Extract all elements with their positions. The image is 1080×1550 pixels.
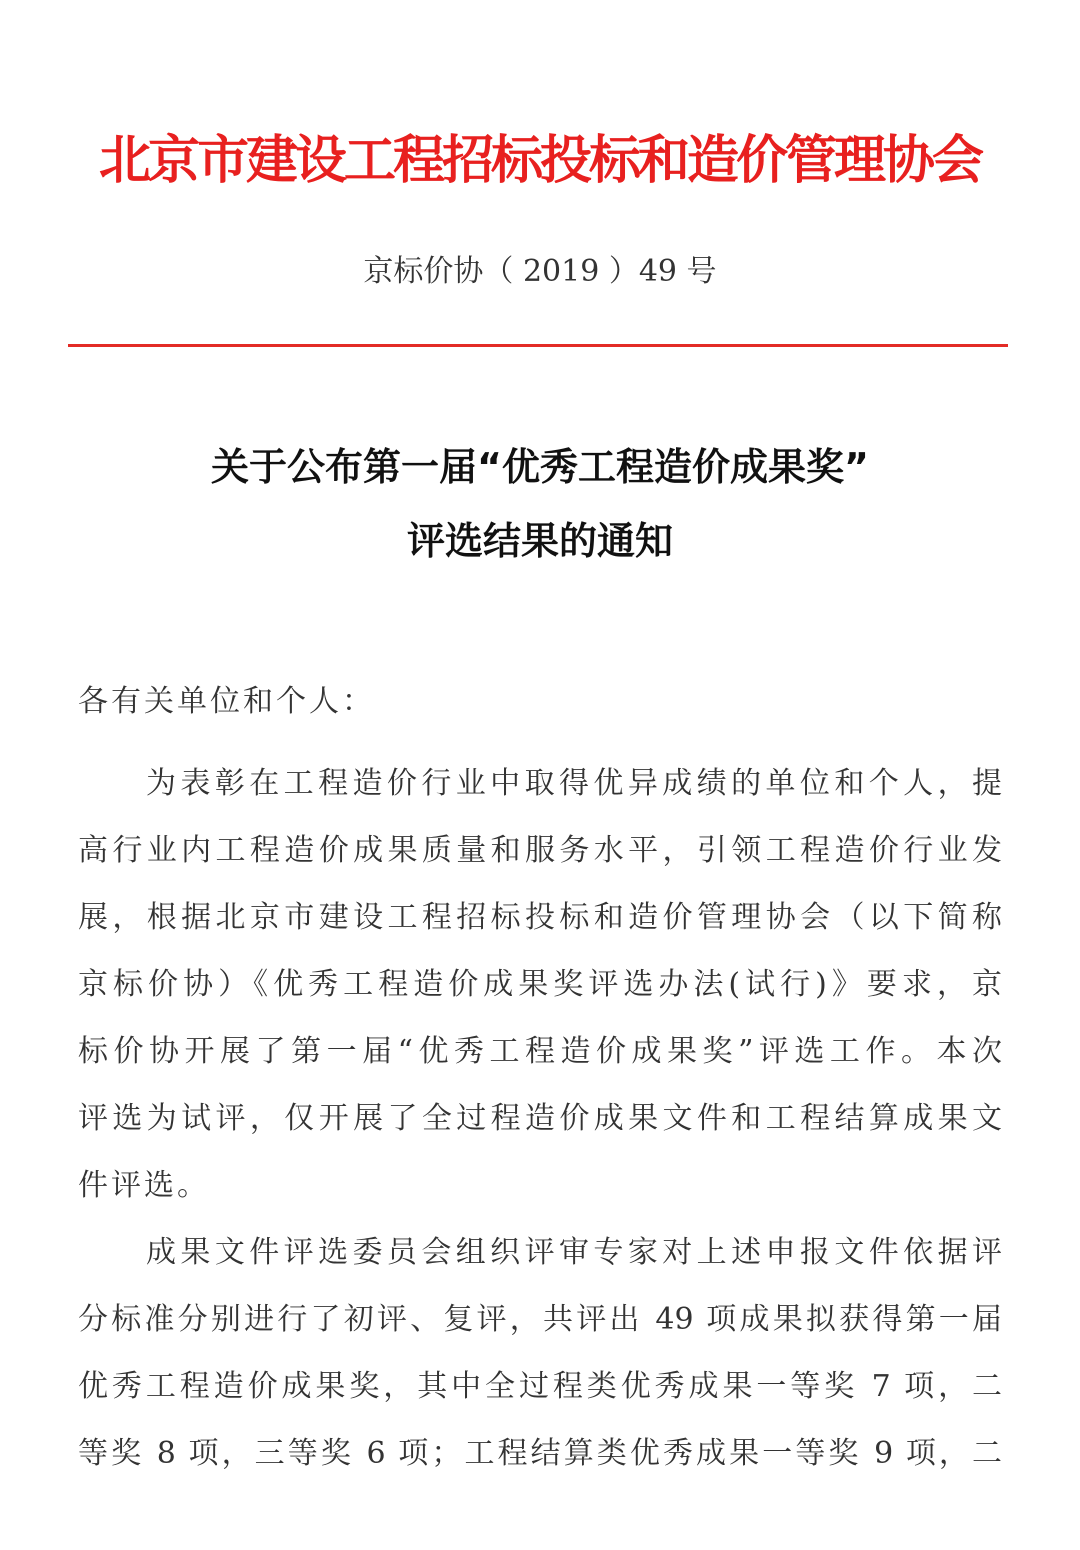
paragraph-line: 成果文件评选委员会组织评审专家对上述申报文件依据评 [146,1235,1002,1270]
paragraph-line: 等奖 8 项，三等奖 6 项；工程结算类优秀成果一等奖 9 项，二 [78,1436,1002,1471]
paragraph-line: 评选为试评，仅开展了全过程造价成果文件和工程结算成果文 [78,1101,1002,1136]
paragraph-line: 京标价协）《优秀工程造价成果奖评选办法(试行)》要求，京 [78,967,1002,1002]
title-line-2: 评选结果的通知 [406,519,673,563]
title-line-1: 关于公布第一届“优秀工程造价成果奖” [211,445,869,489]
document-title [0,430,1080,578]
paragraph-line: 件评选。 [78,1168,210,1203]
red-divider-line [68,344,1008,347]
paragraph-line: 标价协开展了第一届“优秀工程造价成果奖”评选工作。本次 [78,1034,1002,1069]
salutation: 各有关单位和个人： [78,684,375,719]
paragraph-line: 优秀工程造价成果奖，其中全过程类优秀成果一等奖 7 项，二 [78,1369,1002,1404]
issuing-organization-header: 北京市建设工程招标投标和造价管理协会 [98,131,981,191]
paragraph-line: 为表彰在工程造价行业中取得优异成绩的单位和个人，提 [146,766,1002,801]
paragraph-line: 展，根据北京市建设工程招标投标和造价管理协会（以下简称 [78,900,1002,935]
paragraph-line: 分标准分别进行了初评、复评，共评出 49 项成果拟获得第一届 [78,1302,1002,1337]
document-number: 京标价协（ 2019 ）49 号 [363,254,717,289]
paragraph-line: 高行业内工程造价成果质量和服务水平，引领工程造价行业发 [78,833,1002,868]
